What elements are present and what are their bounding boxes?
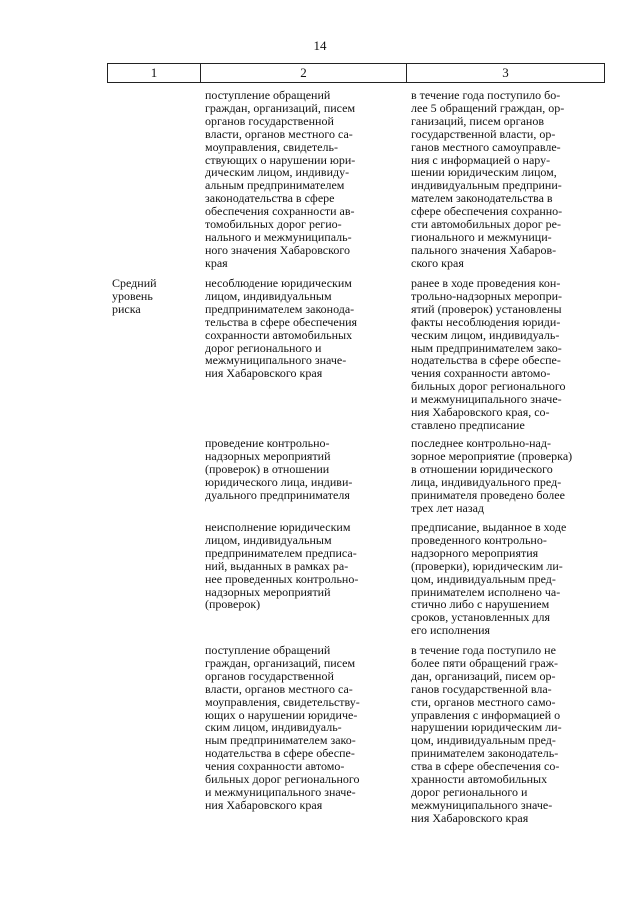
header-col-2: 2 — [201, 64, 407, 82]
row-3-indicator: последнее контрольно-над- зорное мероприятие (проверка) в отношении юридического лица, индивидуального пред- принимателя проведено более трех лет назад — [411, 436, 573, 515]
header-col-1: 1 — [108, 64, 201, 82]
row-1-indicator: в течение года поступило бо- лее 5 обращений граждан, ор- ганизаций, писем органов государственной власти, ор- ганов местного самоуправле- ния с информацией о нару- шении юридическим лицом, индивидуальным предприни- мателем законодательства в сфере обеспечения сохранно- сти автомобильных дорог ре- гионального и межмуници- пального значения Хабаров- ского края — [411, 88, 565, 270]
row-5-indicator: в течение года поступило не более пяти обращений граж- дан, организаций, писем ор- ганов государственной вла- сти, органов местного само- управления с информацией о нарушении юридическим ли- цом, индивидуальным пред- принимателем законодатель- ства в сфере обеспечения со- хранности автомобильных дорог регионального и межмуниципального значе- ния Хабаровского края — [411, 643, 562, 825]
header-col-3: 3 — [502, 65, 509, 80]
row-1-criterion: поступление обращений граждан, организаций, писем органов государственной власти, органов местного са- моуправления, свидетель- ствующих о нарушении юри- дическим лицом, индивиду- альным предпринимателем законодательства в сфере обеспечения сохранности ав- томобильных дорог регио- нального и межмуниципаль- ного значения Хабаровского края — [205, 88, 356, 270]
table-header — [107, 63, 605, 83]
row-2-indicator: ранее в ходе проведения кон- трольно-надзорных меропри- ятий (проверок) установлены факты несоблюдения юриди- ческим лицом, индивидуаль- ным предпринимателем зако- нодательства в сфере обеспе- чения сохранности автомо- бильных дорог регионального и межмуниципального значе- ния Хабаровского края, со- ставлено предписание — [411, 276, 566, 432]
row-3-criterion: проведение контрольно- надзорных мероприятий (проверок) в отношении юридического лица, индиви- дуального предпринимателя — [205, 436, 353, 502]
risk-level-label: Средний уровень риска — [112, 276, 157, 316]
row-4-indicator: предписание, выданное в ходе проведенного контрольно- надзорного мероприятия (проверки), юридическим ли- цом, индивидуальным пред- принимателем исполнено ча- стично либо с нарушением сроков, установленных для его исполнения — [411, 520, 567, 638]
row-5-criterion: поступление обращений граждан, организаций, писем органов государственной власти, органов местного са- моуправления, свидетельству- ющих о нарушении юридиче- ским лицом, индивидуаль- ным предпринимателем зако- нодательства в сфере обеспе- чения сохранности автомо- бильных дорог регионального и межмуниципального значе- ния Хабаровского края — [205, 643, 360, 812]
row-4-criterion: неисполнение юридическим лицом, индивидуальным предпринимателем предписа- ний, выданных в рамках ра- нее проведенных контрольно- надзорных мероприятий (проверок) — [205, 520, 359, 612]
page-number: 14 — [313, 38, 327, 53]
row-2-criterion: несоблюдение юридическим лицом, индивидуальным предпринимателем законода- тельства в сфере обеспечения сохранности автомобильных дорог регионального и межмуниципального значе- ния Хабаровского края — [205, 276, 358, 381]
